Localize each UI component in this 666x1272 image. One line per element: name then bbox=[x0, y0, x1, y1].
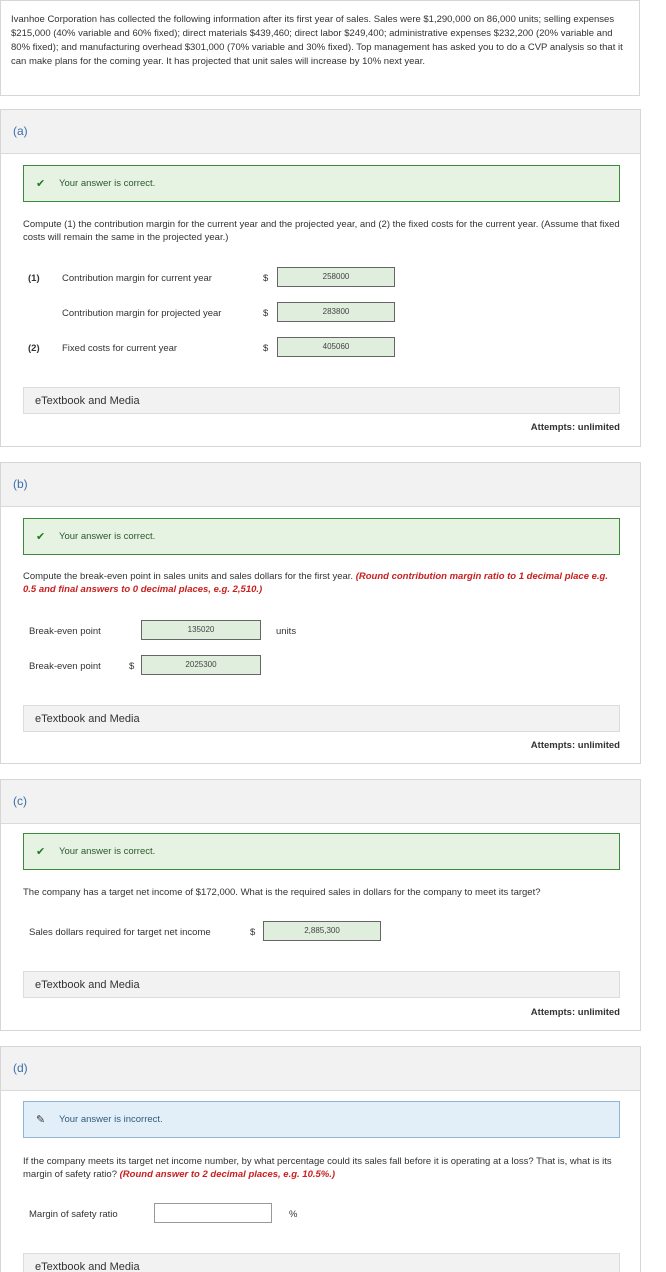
feedback-incorrect bbox=[23, 1101, 620, 1138]
attempts-text: Attempts: unlimited bbox=[530, 1007, 620, 1018]
break-even-units-label: Break-even point bbox=[29, 626, 101, 637]
percent-label: % bbox=[289, 1209, 298, 1220]
feedback-text: Your answer is correct. bbox=[59, 846, 156, 857]
question-text bbox=[23, 218, 623, 244]
part-b-header[interactable] bbox=[1, 463, 640, 507]
margin-of-safety-label: Margin of safety ratio bbox=[29, 1209, 118, 1220]
contribution-margin-projected-input[interactable]: 283800 bbox=[277, 302, 395, 322]
feedback-correct bbox=[23, 165, 620, 202]
feedback-text: Your answer is correct. bbox=[59, 531, 156, 542]
part-d-label: (d) bbox=[13, 1061, 28, 1075]
units-label: units bbox=[276, 626, 297, 637]
etextbook-link[interactable]: eTextbook and Media bbox=[35, 1261, 140, 1272]
question-text bbox=[23, 1155, 623, 1181]
question-body: The company has a target net income of $172,000. What is the required sales in dollars for the company to meet its target? bbox=[23, 887, 541, 898]
part-c-label: (c) bbox=[13, 794, 27, 808]
question-text bbox=[23, 570, 623, 596]
currency-symbol: $ bbox=[263, 273, 269, 284]
etextbook-link[interactable]: eTextbook and Media bbox=[35, 395, 140, 407]
check-icon: ✔ bbox=[36, 531, 46, 543]
etextbook-media-bar[interactable] bbox=[23, 1253, 620, 1272]
currency-symbol: $ bbox=[263, 308, 269, 319]
currency-symbol: $ bbox=[129, 661, 135, 672]
break-even-units-input[interactable]: 135020 bbox=[141, 620, 261, 640]
etextbook-link[interactable]: eTextbook and Media bbox=[35, 713, 140, 725]
break-even-dollars-input[interactable]: 2025300 bbox=[141, 655, 261, 675]
part-b-section bbox=[0, 462, 641, 764]
part-b-label: (b) bbox=[13, 477, 28, 491]
part-a-header[interactable] bbox=[1, 110, 640, 154]
question-body: Compute (1) the contribution margin for the current year and the projected year, and (2) the fixed costs for the current year. (Assume that fixed costs will remain the same in the projected year.) bbox=[23, 219, 620, 243]
currency-symbol: $ bbox=[263, 343, 269, 354]
question-body: Compute the break-even point in sales units and sales dollars for the first year. bbox=[23, 571, 354, 582]
part-d-header[interactable] bbox=[1, 1047, 640, 1091]
fixed-costs-input[interactable]: 405060 bbox=[277, 337, 395, 357]
feedback-text: Your answer is incorrect. bbox=[59, 1114, 163, 1125]
part-a-section bbox=[0, 109, 641, 447]
row-number: (1) bbox=[28, 273, 40, 284]
etextbook-media-bar[interactable] bbox=[23, 387, 620, 414]
pencil-icon: ✎ bbox=[36, 1114, 46, 1126]
row-number: (2) bbox=[28, 343, 40, 354]
check-icon: ✔ bbox=[36, 178, 46, 190]
part-c-section bbox=[0, 779, 641, 1031]
target-sales-input[interactable]: 2,885,300 bbox=[263, 921, 381, 941]
feedback-correct bbox=[23, 833, 620, 870]
feedback-correct bbox=[23, 518, 620, 555]
part-a-label: (a) bbox=[13, 124, 28, 138]
etextbook-media-bar[interactable] bbox=[23, 705, 620, 732]
feedback-text: Your answer is correct. bbox=[59, 178, 156, 189]
etextbook-media-bar[interactable] bbox=[23, 971, 620, 998]
question-body: If the company meets its target net income number, by what percentage could its sales fall before it is operating at a loss? That is, what is its margin of safety ratio? bbox=[23, 1156, 612, 1180]
attempts-text: Attempts: unlimited bbox=[530, 422, 620, 433]
target-sales-label: Sales dollars required for target net income bbox=[29, 927, 211, 938]
part-c-header[interactable] bbox=[1, 780, 640, 824]
etextbook-link[interactable]: eTextbook and Media bbox=[35, 979, 140, 991]
rounding-instruction: (Round answer to 2 decimal places, e.g. 10.5%.) bbox=[119, 1169, 336, 1180]
margin-of-safety-input[interactable] bbox=[154, 1203, 272, 1223]
check-icon: ✔ bbox=[36, 846, 46, 858]
break-even-dollars-label: Break-even point bbox=[29, 661, 101, 672]
row-label: Contribution margin for projected year bbox=[62, 308, 222, 319]
contribution-margin-current-input[interactable]: 258000 bbox=[277, 267, 395, 287]
row-label: Fixed costs for current year bbox=[62, 343, 178, 354]
row-label: Contribution margin for current year bbox=[62, 273, 212, 284]
problem-text: Ivanhoe Corporation has collected the following information after its first year of sales. Sales were $1,290,000 on 86,000 units; selling expenses $215,000 (40% variable and 60% fixed); direct materials $439,460; direct labor $249,400; administrative expenses $232,200 (20% variable and 80% fixed); and manufacturing overhead $301,000 (70% variable and 30% fixed). Top management has asked you to do a CVP analysis so that it can make plans for the coming year. It has projected that unit sales will increase by 10% next year. bbox=[11, 14, 623, 67]
question-text bbox=[23, 886, 623, 899]
currency-symbol: $ bbox=[250, 927, 256, 938]
part-d-section bbox=[0, 1046, 641, 1272]
attempts-text: Attempts: unlimited bbox=[530, 740, 620, 751]
rounding-instruction: (Round contribution margin ratio to 1 decimal place e.g. 0.5 and final answers to 0 decimal places, e.g. 2,510.) bbox=[23, 571, 608, 595]
problem-statement bbox=[0, 0, 640, 96]
